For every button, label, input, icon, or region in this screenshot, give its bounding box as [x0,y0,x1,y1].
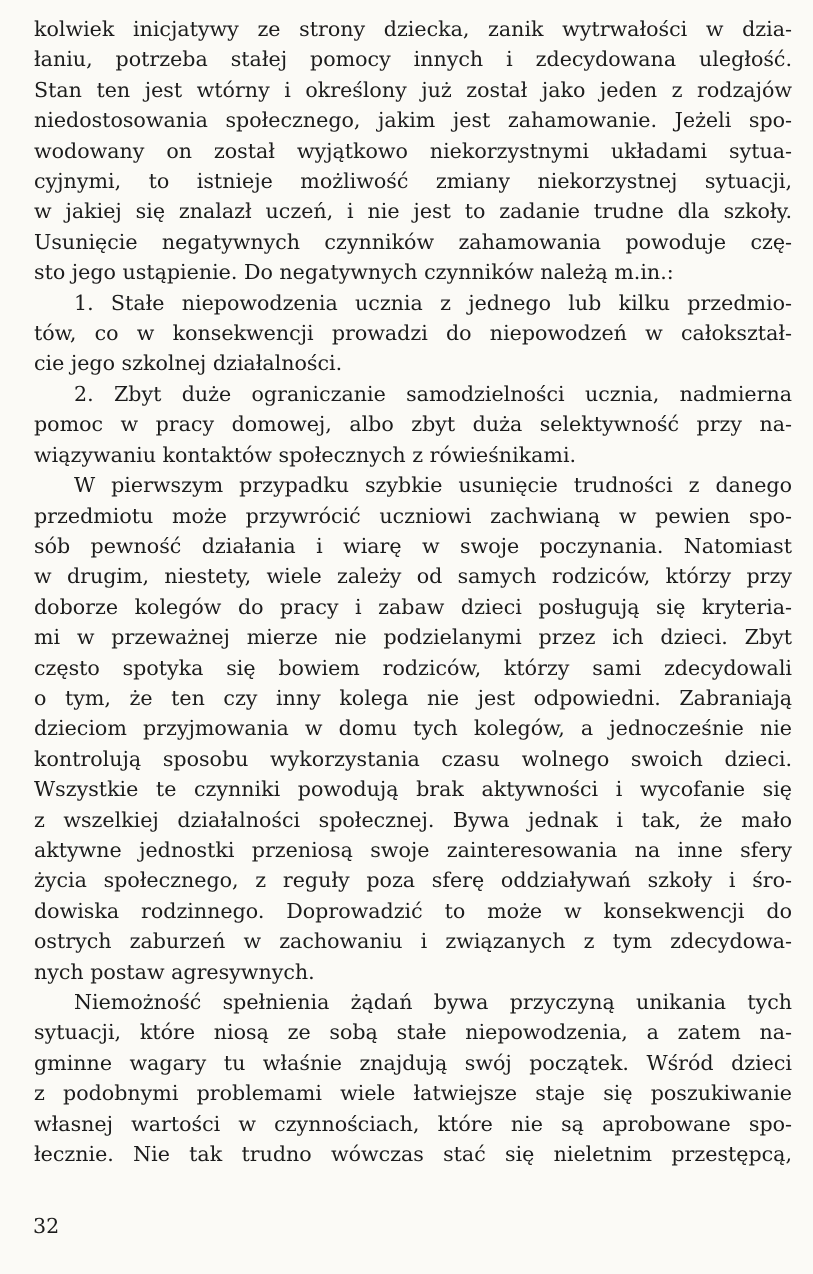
text-line: o tym, że ten czy inny kolega nie jest odpowiedni. Zabraniają [34,685,792,710]
text-line: w drugim, niestety, wiele zależy od samych rodziców, którzy przy [34,564,792,589]
text-line: kontrolują sposobu wykorzystania czasu wolnego swoich dzieci. [34,746,792,771]
text-line: ostrych zaburzeń w zachowaniu i związanych z tym zdecydowa- [34,929,792,954]
text-line: 1. Stałe niepowodzenia ucznia z jednego lub kilku przedmio- [74,290,792,315]
text-line: Stan ten jest wtórny i określony już został jako jeden z rodzajów [34,77,792,102]
page-number: 32 [33,1214,60,1238]
text-line: kolwiek inicjatywy ze strony dziecka, zanik wytrwałości w dzia- [34,17,792,41]
text-line: cyjnymi, to istnieje możliwość zmiany niekorzystnej sytuacji, [34,169,792,194]
text-line: aktywne jednostki przeniosą swoje zainteresowania na inne sfery [34,837,792,862]
text-line: gminne wagary tu właśnie znajdują swój początek. Wśród dzieci [34,1050,792,1075]
text-line: mi w przeważnej mierze nie podzielanymi przez ich dzieci. Zbyt [34,625,792,650]
text-line: W pierwszym przypadku szybkie usunięcie trudności z danego [74,473,792,498]
text-line: Niemożność spełnienia żądań bywa przyczyną unikania tych [74,990,792,1014]
text-line: niedostosowania społecznego, jakim jest zahamowanie. Jeżeli spo- [34,108,792,133]
text-line: pomoc w pracy domowej, albo zbyt duża selektywność przy na- [34,412,792,437]
text-line: dowiska rodzinnego. Doprowadzić to może w konsekwencji do [34,898,792,923]
text-line: łaniu, potrzeba stałej pomocy innych i zdecydowana uległość. [34,47,792,72]
text-line: Wszystkie te czynniki powodują brak aktywności i wycofanie się [34,777,792,802]
text-line: doborze kolegów do pracy i zabaw dzieci posługują się kryteria- [34,594,792,619]
text-line: często spotyka się bowiem rodziców, którzy sami zdecydowali [34,655,792,680]
text-line: dzieciom przyjmowania w domu tych kolegów, a jednocześnie nie [34,716,792,741]
text-line: wiązywaniu kontaktów społecznych z rówieśnikami. [34,442,577,467]
text-line: wodowany on został wyjątkowo niekorzystnymi układami sytua- [34,138,792,163]
body-text [34,14,792,1169]
text-line: przedmiotu może przywrócić uczniowi zachwianą w pewien spo- [34,503,792,528]
text-line: sób pewność działania i wiarę w swoje poczynania. Natomiast [34,533,792,558]
text-line: własnej wartości w czynnościach, które nie są aprobowane spo- [34,1111,792,1136]
text-line: tów, co w konsekwencji prowadzi do niepowodzeń w całokształ- [34,321,792,346]
text-line: w jakiej się znalazł uczeń, i nie jest to zadanie trudne dla szkoły. [34,199,792,224]
text-line: sytuacji, które niosą ze sobą stałe niepowodzenia, a zatem na- [34,1020,792,1045]
text-line: Usunięcie negatywnych czynników zahamowania powoduje czę- [34,229,792,254]
text-line: 2. Zbyt duże ograniczanie samodzielności ucznia, nadmierna [74,381,792,406]
text-line: z wszelkiej działalności społecznej. Bywa jednak i tak, że mało [34,807,792,832]
text-line: nych postaw agresywnych. [34,959,315,984]
text-line: łecznie. Nie tak trudno wówczas stać się nieletnim przestępcą, [34,1142,792,1167]
text-line: życia społecznego, z reguły poza sferę oddziaływań szkoły i śro- [34,868,792,893]
text-line: cie jego szkolnej działalności. [34,351,343,376]
text-line: z podobnymi problemami wiele łatwiejsze staje się poszukiwanie [34,1081,792,1106]
text-line: sto jego ustąpienie. Do negatywnych czynników należą m.in.: [34,260,674,285]
